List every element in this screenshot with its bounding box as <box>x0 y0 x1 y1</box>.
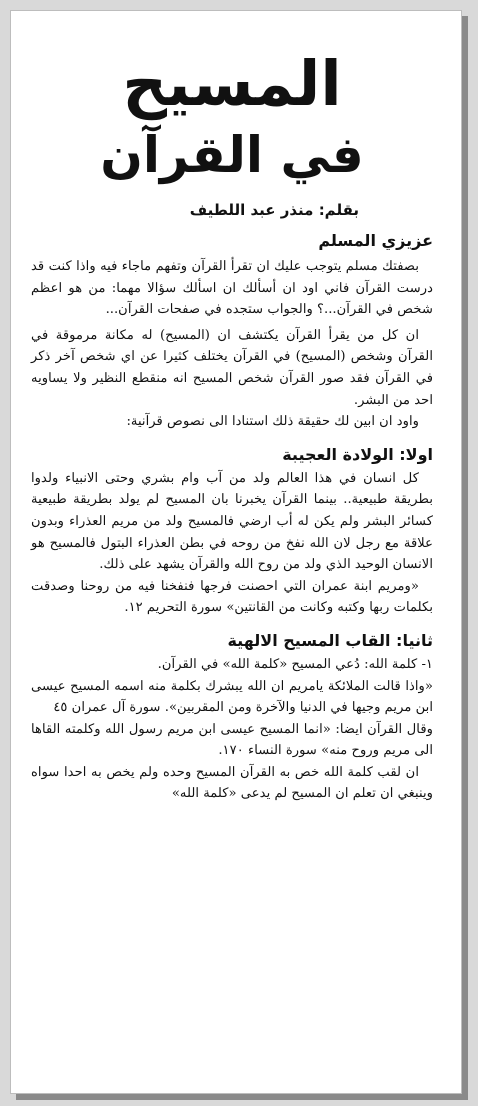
magazine-page <box>10 10 462 1094</box>
intro-paragraph-1: بصفتك مسلم يتوجب عليك ان تقرأ القرآن وتفهم ماجاء فيه واذا كنت قد درست القرآن فاني اود ان أسألك ان اسألك سؤالا مهما: من هو اعظم شخص في القرآن...؟ والجواب ستجده في صفحات القرآن... <box>31 259 433 318</box>
section2-paragraph-1: ١- كلمة الله: دُعي المسيح «كلمة الله» في القرآن. <box>157 656 433 672</box>
title-line-1: المسيح <box>122 47 342 120</box>
section1-paragraph-1: كل انسان في هذا العالم ولد من آب وام بشري وحتى الانبياء ولدوا بطريقة طبيعية.. بينما القرآن يخبرنا بان المسيح لم يولد بطريقة طبيعية كسائر البشر ولم يكن له أب ارضي فالمسيح ولد من مريم العذراء وبدون علاقة مع رجل لان الله نفخ من روحه في بطن العذراء البتول فالمسيح هو الانسان الوحيد الذي ولد من روح الله والقرآن يشهد على ذلك. <box>31 470 433 573</box>
intro-paragraph-2: ان كل من يقرأ القرآن يكتشف ان (المسيح) له مكانة مرموقة في القرآن وشخص (المسيح) في القرآن يختلف كثيرا عن اي شخص آخر ذكر في القرآن فقد صور القرآن شخص المسيح انه منقطع النظير ولا يساويه احد من البشر. <box>31 327 433 408</box>
section-heading-titles: ثانيا: القاب المسيح الالهية <box>227 630 433 650</box>
section2-paragraph-4: ان لقب كلمة الله خص به القرآن المسيح وحده ولم يخص به احدا سواه وينبغي ان تعلم ان المسيح لم يدعى «كلمة الله» <box>31 764 433 802</box>
section1-paragraph-2: «ومريم ابنة عمران التي احصنت فرجها فنفخنا فيه من روحنا وصدقت بكلمات ربها وكتبه وكانت من القانتين» سورة التحريم ١٢. <box>31 578 433 616</box>
article <box>11 49 461 805</box>
title-line-2: في القرآن <box>100 126 364 184</box>
section2-paragraph-2: «واذا قالت الملائكة يامريم ان الله يبشرك بكلمة منه اسمه المسيح عيسى ابن مريم وجيها في الدنيا والآخرة ومن المقربين». سورة آل عمران ٤٥ <box>31 678 433 716</box>
section-heading-birth: اولا: الولادة العجيبة <box>282 444 433 464</box>
author-byline: بقلم: منذر عبد اللطيف <box>189 201 359 219</box>
salutation: عزيزي المسلم <box>318 231 433 250</box>
section2-paragraph-3: وقال القرآن ايضا: «انما المسيح عيسى ابن مريم رسول الله وكلمته القاها الى مريم وروح منه» سورة النساء ١٧٠. <box>31 721 433 759</box>
intro-paragraph-3: واود ان ابين لك حقيقة ذلك استنادا الى نصوص قرآنية: <box>126 414 419 430</box>
